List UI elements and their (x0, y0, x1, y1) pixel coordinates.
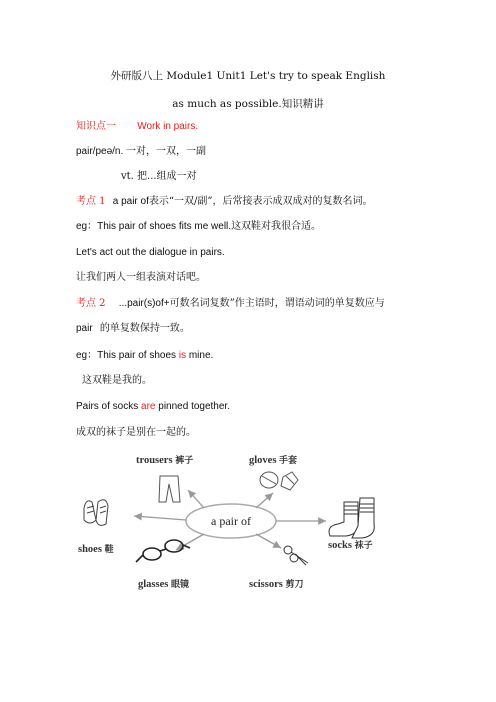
arrow-gloves (256, 493, 273, 508)
eg-after: mine. (186, 350, 214, 361)
point2-label: 考点 2 (76, 298, 106, 309)
point1-text-en: a pair of (112, 196, 149, 207)
point2-text-a: ...pair(s)of+ (118, 298, 170, 309)
eg-verb: is (178, 350, 187, 361)
point1-line4: 让我们两人一组表演对话吧。 (76, 272, 206, 283)
eg2-before: Pairs of socks (76, 401, 142, 412)
label-gloves-en: gloves (249, 455, 277, 466)
point1-label: 考点 1 (76, 196, 106, 207)
label-glasses (138, 577, 189, 590)
a-pair-of-diagram (76, 450, 396, 600)
eg2-verb: are (141, 401, 156, 412)
point1-line3: Let's act out the dialogue in pairs. (76, 247, 225, 258)
label-socks-cn: 袜子 (354, 541, 373, 551)
arrow-shoes (134, 516, 186, 520)
eg-sentence-en: This pair of shoes fits me well. (97, 221, 232, 232)
label-socks-en: socks (328, 540, 352, 551)
label-trousers (136, 453, 193, 466)
eg-sentence-cn: 这双鞋对我很合适。 (231, 221, 322, 232)
point2-example2-cn: 成双的袜子是别在一起的。 (76, 427, 196, 438)
point1-example (76, 221, 321, 233)
arrow-trousers (188, 490, 204, 508)
point2-line (76, 298, 385, 310)
label-scissors-en: scissors (249, 579, 283, 590)
trousers-icon (159, 476, 180, 502)
shoes-icon (84, 500, 108, 526)
center-label: a pair of (211, 514, 251, 528)
point2-line-continued (76, 323, 190, 335)
document-title-line1: 外研版八上 Module1 Unit1 Let's try to speak English (110, 70, 386, 82)
label-gloves-cn: 手套 (279, 456, 298, 466)
document-title-line2: as much as possible.知识精讲 (172, 98, 324, 110)
vocab-line-2: vt. 把...组成一对 (121, 171, 197, 182)
label-shoes (78, 542, 114, 555)
label-glasses-cn: 眼镜 (170, 580, 189, 590)
label-shoes-cn: 鞋 (104, 545, 114, 555)
point2-example (76, 350, 213, 362)
label-trousers-cn: 裤子 (175, 456, 194, 466)
label-trousers-en: trousers (136, 455, 173, 466)
section1-label: 知识点一 (76, 121, 116, 132)
point2-text-c: pair (76, 323, 93, 334)
vocab-line-1: pair/peə/n. 一对，一双，一副 (76, 146, 207, 157)
scissors-icon (284, 546, 308, 565)
eg-prefix: eg： (76, 350, 98, 361)
label-glasses-en: glasses (138, 579, 169, 590)
point2-text-b: 可数名词复数”作主语时，谓语动词的单复数应与 (169, 298, 385, 309)
eg-before: This pair of shoes (97, 350, 179, 361)
gloves-icon (260, 472, 298, 490)
glasses-icon (136, 540, 190, 562)
socks-icon (329, 498, 374, 538)
section1-text: Work in pairs. (137, 121, 199, 132)
eg-prefix: eg： (76, 221, 98, 232)
point2-example2 (76, 401, 230, 413)
point1-line (76, 196, 372, 208)
point1-text-cn: 表示“一双/副”，后常接表示成双成对的复数名词。 (148, 196, 373, 207)
label-gloves (249, 453, 297, 466)
label-scissors (249, 577, 303, 590)
point2-text-d: 的单复数保持一致。 (99, 323, 190, 334)
point2-example-cn: 这双鞋是我的。 (82, 375, 152, 386)
section1-heading (76, 121, 198, 133)
label-shoes-en: shoes (78, 544, 102, 555)
eg2-after: pinned together. (155, 401, 230, 412)
arrow-scissors (256, 534, 281, 548)
label-scissors-cn: 剪刀 (285, 580, 304, 590)
label-socks (328, 538, 373, 551)
